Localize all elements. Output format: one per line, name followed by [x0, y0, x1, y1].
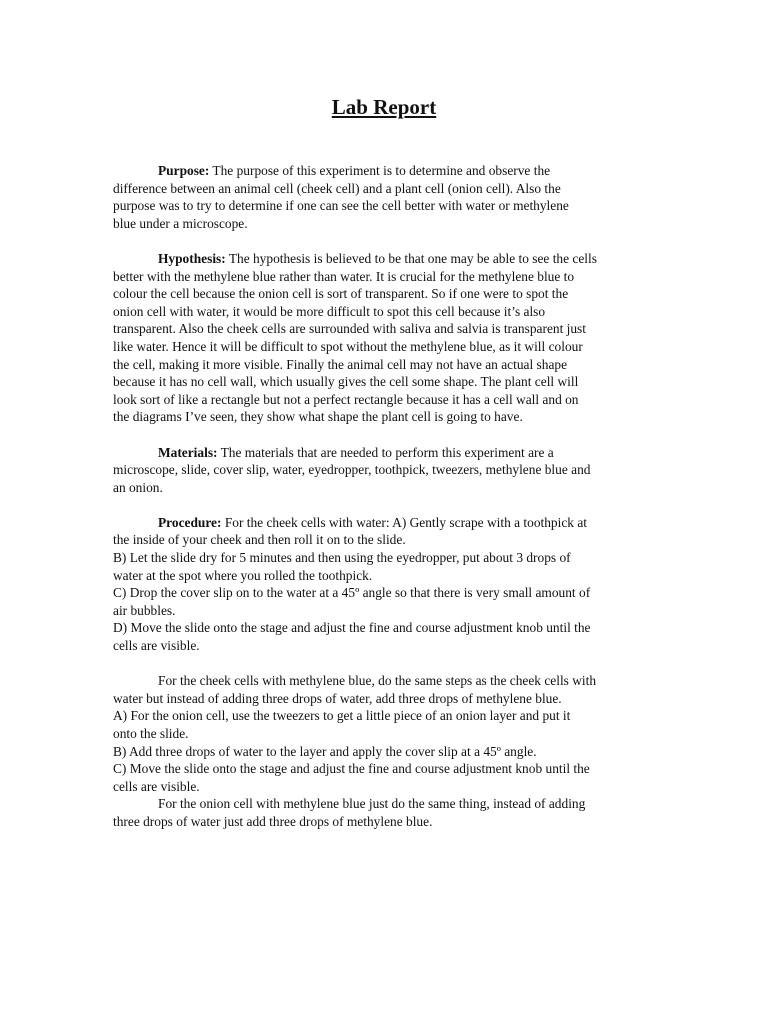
hypothesis-line: look sort of like a rectangle but not a perfect rectangle because it has a cell wall and on: [113, 391, 579, 407]
methylene-line: cells are visible.: [113, 778, 200, 794]
materials-label: Materials:: [158, 444, 218, 460]
hypothesis-line: the diagrams I’ve seen, they show what shape the plant cell is going to have.: [113, 409, 523, 425]
hypothesis-line: colour the cell because the onion cell is sort of transparent. So if one were to spot the: [113, 286, 569, 302]
procedure-line: air bubbles.: [113, 602, 176, 618]
procedure-line: D) Move the slide onto the stage and adjust the fine and course adjustment knob until the: [113, 620, 591, 636]
methylene-line: B) Add three drops of water to the layer and apply the cover slip at a 45º angle.: [113, 743, 537, 759]
materials-line: microscope, slide, cover slip, water, eyedropper, toothpick, tweezers, methylene blue and: [113, 462, 591, 478]
hypothesis-label: Hypothesis:: [158, 250, 226, 266]
hypothesis-line: Hypothesis: The hypothesis is believed to be that one may be able to see the cells: [158, 250, 597, 266]
procedure-line: B) Let the slide dry for 5 minutes and then using the eyedropper, put about 3 drops of: [113, 550, 571, 566]
procedure-label: Procedure:: [158, 514, 222, 530]
hypothesis-section: [113, 250, 653, 426]
hypothesis-line: onion cell with water, it would be more difficult to spot this cell because it’s also: [113, 303, 546, 319]
methylene-line: onto the slide.: [113, 726, 189, 741]
hypothesis-line: the cell, making it more visible. Finally the animal cell may not have an actual shape: [113, 356, 568, 372]
procedure-line: Procedure: For the cheek cells with water: A) Gently scrape with a toothpick at: [158, 514, 587, 530]
purpose-line: difference between an animal cell (cheek cell) and a plant cell (onion cell). Also the: [113, 180, 561, 196]
procedure-line: water at the spot where you rolled the toothpick.: [113, 567, 373, 583]
materials-line: an onion.: [113, 479, 163, 495]
purpose-line: Purpose: The purpose of this experiment is to determine and observe the: [158, 163, 551, 178]
methylene-line: A) For the onion cell, use the tweezers to get a little piece of an onion layer and put it: [113, 708, 571, 724]
procedure-line: C) Drop the cover slip on to the water at a 45º angle so that there is very small amount of: [113, 585, 591, 601]
purpose-line: purpose was to try to determine if one can see the cell better with water or methylene: [113, 198, 569, 214]
methylene-line: For the cheek cells with methylene blue, do the same steps as the cheek cells with: [158, 673, 597, 689]
purpose-section: [113, 162, 653, 232]
methylene-line: water but instead of adding three drops of water, add three drops of methylene blue.: [113, 690, 562, 706]
purpose-label: Purpose:: [158, 163, 210, 178]
onion-methylene-line: For the onion cell with methylene blue just do the same thing, instead of adding: [158, 796, 586, 812]
methylene-section: [113, 672, 653, 830]
hypothesis-line: like water. Hence it will be difficult to spot without the methylene blue, as it will colour: [113, 338, 583, 354]
procedure-section: [113, 514, 653, 655]
procedure-line: the inside of your cheek and then roll it on to the slide.: [113, 532, 406, 548]
purpose-line: blue under a microscope.: [113, 215, 248, 231]
hypothesis-line: because it has no cell wall, which usually gives the cell some shape. The plant cell will: [113, 374, 579, 390]
materials-line: Materials: The materials that are needed to perform this experiment are a: [158, 444, 554, 460]
hypothesis-line: better with the methylene blue rather than water. It is crucial for the methylene blue to: [113, 268, 575, 284]
page-title: Lab Report: [331, 95, 437, 119]
methylene-line: C) Move the slide onto the stage and adjust the fine and course adjustment knob until the: [113, 761, 590, 777]
hypothesis-line: transparent. Also the cheek cells are surrounded with saliva and salvia is transparent just: [113, 321, 586, 337]
onion-methylene-line: three drops of water just add three drops of methylene blue.: [113, 813, 433, 829]
procedure-line: cells are visible.: [113, 638, 200, 654]
report-body: [113, 162, 653, 831]
materials-section: [113, 444, 653, 497]
